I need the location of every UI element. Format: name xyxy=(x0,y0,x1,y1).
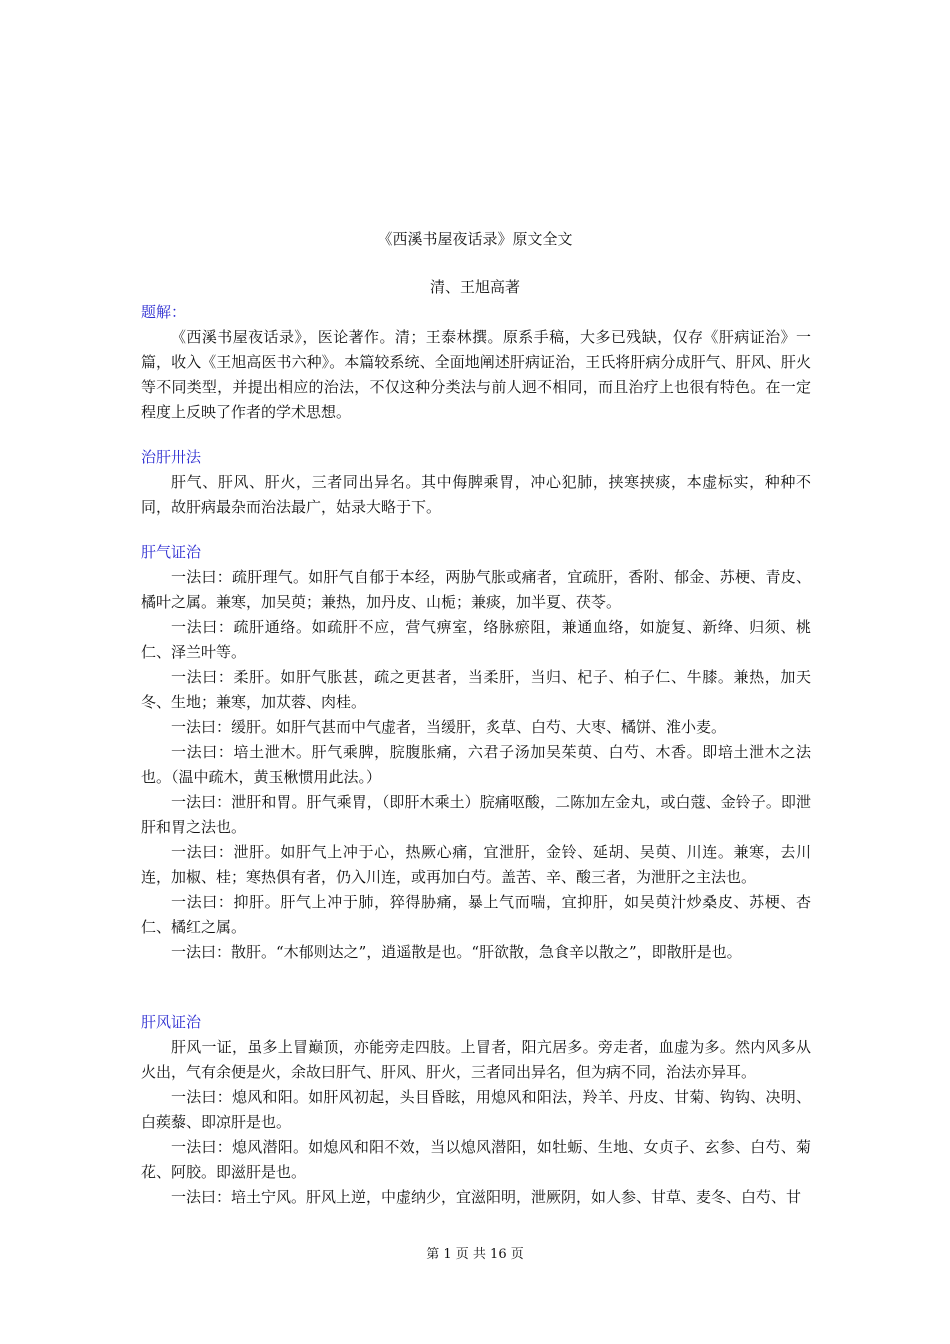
paragraph: 一法曰：抑肝。肝气上冲于肺，猝得胁痛，暴上气而喘，宜抑肝，如吴萸汁炒桑皮、苏梗、杏仁、橘红之属。 xyxy=(141,893,811,936)
paragraph: 一法曰：培土宁风。肝风上逆，中虚纳少，宜滋阳明，泄厥阴，如人参、甘草、麦冬、白芍、甘 xyxy=(171,1188,802,1206)
paragraph: 一法曰：疏肝理气。如肝气自郁于本经，两胁气胀或痛者，宜疏肝，香附、郁金、苏梗、青皮、橘叶之属。兼寒，加吴萸；兼热，加丹皮、山栀；兼痰，加半夏、茯苓。 xyxy=(141,568,811,611)
document-author: 清、王旭高著 xyxy=(429,278,520,296)
paragraph: 一法曰：柔肝。如肝气胀甚，疏之更甚者，当柔肝，当归、杞子、柏子仁、牛膝。兼热，加天冬、生地；兼寒，加苁蓉、肉桂。 xyxy=(141,668,811,711)
document-body xyxy=(141,300,811,1210)
paragraph: 一法曰：培土泄木。肝气乘脾，脘腹胀痛，六君子汤加吴茱萸、白芍、木香。即培土泄木之法也。（温中疏木，黄玉楸惯用此法。） xyxy=(141,743,811,786)
paragraph: 一法曰：散肝。“木郁则达之”，逍遥散是也。“肝欲散，急食辛以散之”，即散肝是也。 xyxy=(171,943,742,961)
section-spacer xyxy=(141,425,811,445)
paragraph: 一法曰：疏肝通络。如疏肝不应，营气痹室，络脉瘀阻，兼通血络，如旋复、新绛、归须、桃仁、泽兰叶等。 xyxy=(141,618,811,661)
paragraph: 肝风一证，虽多上冒巅顶，亦能旁走四肢。上冒者，阳亢居多。旁走者，血虚为多。然内风多从火出，气有余便是火，余故曰肝气、肝风、肝火，三者同出异名，但为病不同，治法亦异耳。 xyxy=(141,1038,811,1081)
document-title: 《西溪书屋夜话录》原文全文 xyxy=(377,230,573,248)
section-heading-zhigan: 治肝卅法 xyxy=(141,448,202,466)
paragraph: 肝气、肝风、肝火，三者同出异名。其中侮脾乘胃，冲心犯肺，挟寒挟痰，本虚标实，种种不同，故肝病最杂而治法最广，姑录大略于下。 xyxy=(141,473,811,516)
section-spacer xyxy=(141,965,811,1010)
paragraph: 一法曰：缓肝。如肝气甚而中气虚者，当缓肝，炙草、白芍、大枣、橘饼、淮小麦。 xyxy=(171,718,727,736)
section-heading-ganqi: 肝气证治 xyxy=(141,543,202,561)
paragraph: 一法曰：泄肝和胃。肝气乘胃，（即肝木乘土）脘痛呕酸，二陈加左金丸，或白蔻、金铃子。即泄肝和胃之法也。 xyxy=(141,793,811,836)
section-spacer xyxy=(141,520,811,540)
page-footer: 第 1 页 共 16 页 xyxy=(426,1247,524,1262)
section-heading-tijie: 题解： xyxy=(141,303,187,321)
paragraph: 一法曰：熄风和阳。如肝风初起，头目昏眩，用熄风和阳法，羚羊、丹皮、甘菊、钩钩、决明、白蒺藜、即凉肝是也。 xyxy=(141,1088,811,1131)
paragraph: 一法曰：泄肝。如肝气上冲于心，热厥心痛，宜泄肝，金铃、延胡、吴萸、川连。兼寒，去川连，加椒、桂；寒热俱有者，仍入川连，或再加白芍。盖苦、辛、酸三者，为泄肝之主法也。 xyxy=(141,843,811,886)
paragraph: 一法曰：熄风潜阳。如熄风和阳不效，当以熄风潜阳，如牡蛎、生地、女贞子、玄参、白芍、菊花、阿胶。即滋肝是也。 xyxy=(141,1138,811,1181)
section-heading-ganfeng: 肝风证治 xyxy=(141,1013,202,1031)
paragraph: 《西溪书屋夜话录》，医论著作。清；王泰林撰。原系手稿，大多已残缺，仅存《肝病证治》一篇，收入《王旭高医书六种》。本篇较系统、全面地阐述肝病证治，王氏将肝病分成肝气、肝风、肝火等不同类型，并提出相应的治法，不仅这种分类法与前人迥不相同，而且治疗上也很有特色。在一定程度上反映了作者的学术思想。 xyxy=(141,328,811,421)
